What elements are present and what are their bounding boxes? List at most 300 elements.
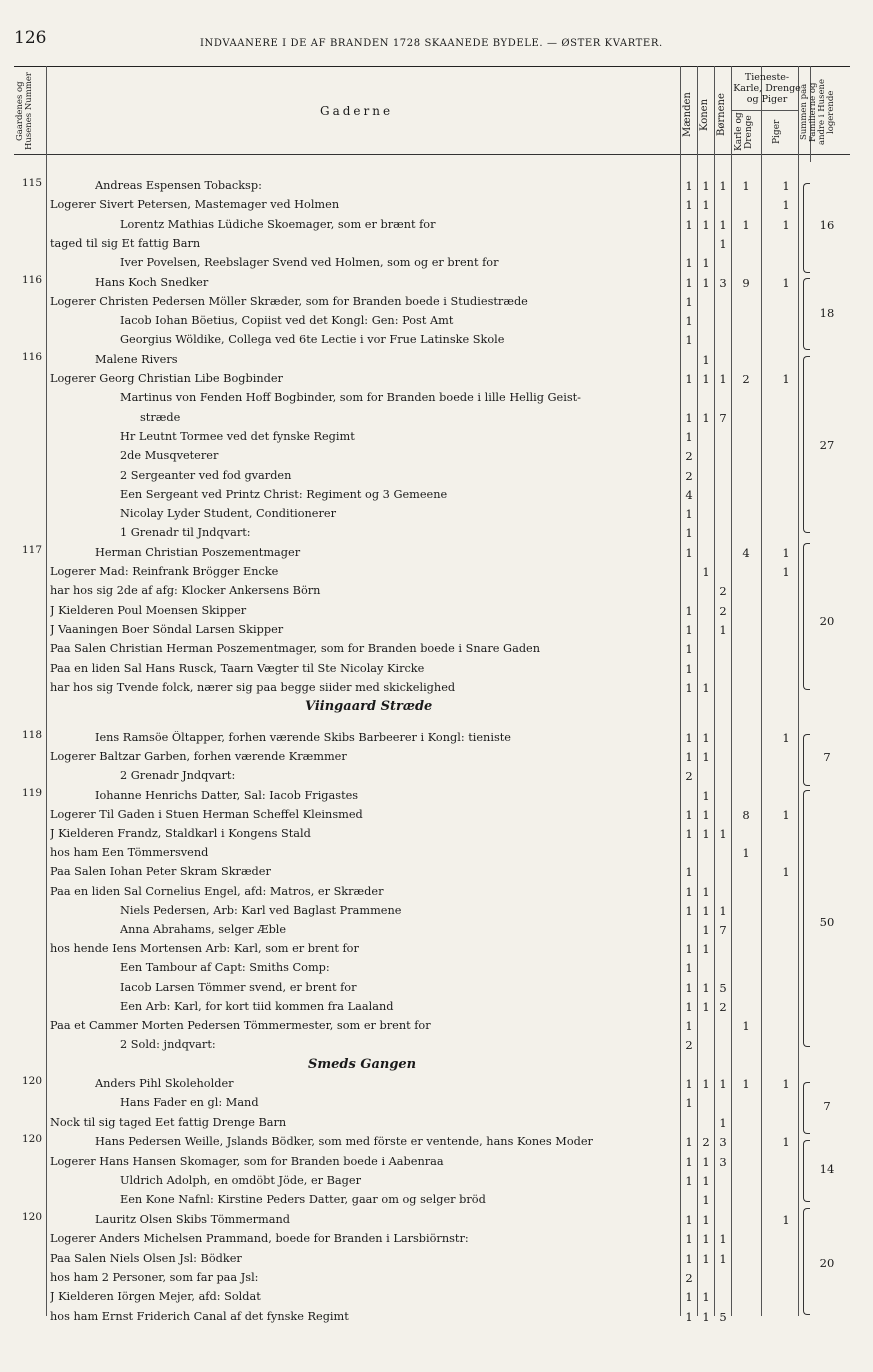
register-row bbox=[0, 846, 873, 865]
resident-entry: hos hende Iens Mortensen Arb: Karl, som er brent for bbox=[50, 942, 359, 956]
leader-dots bbox=[440, 218, 678, 231]
count-k: 1 bbox=[702, 942, 710, 957]
count-k: 1 bbox=[702, 1154, 710, 1169]
count-m: 1 bbox=[685, 526, 693, 541]
count-p: 1 bbox=[782, 1077, 790, 1091]
register-row bbox=[0, 1252, 873, 1271]
resident-entry: Hans Pedersen Weille, Jslands Bödker, som med förste er ventende, hans Kones Moder bbox=[95, 1135, 593, 1149]
house-number: 116 bbox=[21, 273, 42, 286]
register-row bbox=[0, 827, 873, 846]
count-m: 1 bbox=[685, 1251, 693, 1266]
count-k: 1 bbox=[702, 903, 710, 918]
count-k: 1 bbox=[702, 410, 710, 425]
count-k: 2 bbox=[702, 1135, 710, 1150]
count-kd: 1 bbox=[742, 217, 750, 232]
register-row bbox=[0, 372, 873, 391]
leader-dots bbox=[508, 333, 678, 346]
house-number: 119 bbox=[21, 786, 42, 799]
resident-entry: Een Arb: Karl, for kort tiid kommen fra Laaland bbox=[120, 999, 394, 1013]
count-k: 1 bbox=[702, 372, 710, 386]
count-b: 1 bbox=[719, 1077, 727, 1091]
resident-entry: 2 Sold: jndqvart: bbox=[120, 1038, 216, 1052]
register-row bbox=[0, 256, 873, 275]
count-m: 2 bbox=[685, 449, 693, 464]
leader-dots bbox=[435, 1019, 678, 1032]
count-m: 1 bbox=[685, 622, 693, 637]
column-header-maend: Mænden bbox=[682, 92, 693, 138]
leader-dots bbox=[597, 1135, 678, 1148]
count-p: 1 bbox=[782, 545, 790, 560]
resident-entry: Lauritz Olsen Skibs Tömmermand bbox=[95, 1212, 291, 1226]
leader-dots bbox=[340, 507, 678, 520]
resident-entry: Logerer Baltzar Garben, forhen værende Kræmmer bbox=[50, 750, 347, 764]
register-row bbox=[0, 662, 873, 681]
leader-dots bbox=[246, 1252, 678, 1265]
count-m: 4 bbox=[685, 487, 693, 502]
leader-dots bbox=[287, 623, 678, 636]
count-b: 1 bbox=[719, 903, 727, 918]
count-kd: 1 bbox=[742, 179, 750, 193]
register-row bbox=[0, 1135, 873, 1154]
count-k: 1 bbox=[702, 1232, 710, 1247]
register-row bbox=[0, 507, 873, 526]
register-row bbox=[0, 923, 873, 942]
family-brace bbox=[803, 790, 810, 1047]
resident-entry: Iacob Larsen Tömmer svend, er brent for bbox=[120, 980, 357, 994]
count-b: 7 bbox=[719, 923, 727, 937]
register-row bbox=[0, 218, 873, 237]
resident-entry: hos ham Ernst Friderich Canal af det fynske Regimt bbox=[50, 1309, 349, 1323]
family-total: 18 bbox=[819, 306, 835, 320]
resident-entry: Logerer Hans Hansen Skomager, som for Branden boede i Aabenraa bbox=[50, 1154, 444, 1168]
count-m: 1 bbox=[685, 999, 693, 1014]
register-row bbox=[0, 904, 873, 923]
count-p: 1 bbox=[782, 198, 790, 213]
register-row bbox=[0, 1193, 873, 1212]
count-k: 1 bbox=[702, 1251, 710, 1266]
family-total: 27 bbox=[819, 438, 835, 452]
register-row bbox=[0, 179, 873, 198]
leader-dots bbox=[388, 885, 678, 898]
count-b: 5 bbox=[719, 1309, 727, 1324]
family-total: 14 bbox=[819, 1162, 835, 1176]
register-row bbox=[0, 1271, 873, 1290]
resident-entry: Logerer Anders Michelsen Prammand, boede for Branden i Larsbiörnstr: bbox=[50, 1232, 469, 1246]
count-k: 1 bbox=[702, 1077, 710, 1091]
tjeneste-rule bbox=[731, 110, 798, 111]
house-number: 117 bbox=[21, 543, 42, 556]
leader-dots bbox=[360, 981, 678, 994]
resident-entry: Logerer Sivert Petersen, Mastemager ved Holmen bbox=[50, 198, 340, 212]
register-row bbox=[0, 808, 873, 827]
register-row bbox=[0, 565, 873, 584]
register-row bbox=[0, 314, 873, 333]
count-m: 1 bbox=[685, 680, 693, 695]
register-row bbox=[0, 584, 873, 603]
count-k: 1 bbox=[702, 275, 710, 290]
count-m: 1 bbox=[685, 1290, 693, 1305]
count-k: 1 bbox=[702, 352, 710, 367]
resident-entry: Nock til sig taged Eet fattig Drenge Barn bbox=[50, 1115, 287, 1129]
count-k: 1 bbox=[702, 1174, 710, 1188]
register-row bbox=[0, 1174, 873, 1193]
count-b: 2 bbox=[719, 603, 727, 618]
family-total: 50 bbox=[819, 915, 835, 929]
count-m: 1 bbox=[685, 827, 693, 841]
resident-entry: taged til sig Et fattig Barn bbox=[50, 236, 201, 250]
family-brace bbox=[803, 543, 810, 690]
count-m: 1 bbox=[685, 372, 693, 386]
count-k: 1 bbox=[702, 827, 710, 841]
house-number: 120 bbox=[21, 1075, 42, 1087]
family-brace bbox=[803, 1208, 810, 1315]
count-p: 1 bbox=[782, 217, 790, 232]
count-k: 1 bbox=[702, 884, 710, 899]
resident-entry: Lorentz Mathias Lüdiche Skoemager, som er brænt for bbox=[120, 217, 436, 231]
family-brace bbox=[803, 1082, 810, 1134]
leader-dots bbox=[290, 1116, 678, 1129]
running-header: INDVAANERE I DE AF BRANDEN 1728 SKAANEDE BYDELE. — ØSTER KVARTER. bbox=[200, 38, 663, 49]
resident-entry: har hos sig 2de af afg: Klocker Ankersens Börn bbox=[50, 584, 321, 598]
count-b: 1 bbox=[719, 1115, 727, 1130]
leader-dots bbox=[222, 449, 678, 462]
house-number: 115 bbox=[21, 177, 42, 189]
register-row bbox=[0, 961, 873, 980]
count-m: 1 bbox=[685, 865, 693, 880]
page-number: 126 bbox=[14, 28, 47, 48]
count-p: 1 bbox=[782, 1212, 790, 1227]
count-m: 2 bbox=[685, 769, 693, 784]
leader-dots bbox=[490, 1193, 678, 1206]
house-number: 120 bbox=[21, 1133, 42, 1146]
leader-dots bbox=[184, 411, 678, 424]
count-m: 1 bbox=[685, 1309, 693, 1324]
count-m: 1 bbox=[685, 314, 693, 329]
leader-dots bbox=[448, 1155, 678, 1168]
count-k: 1 bbox=[702, 980, 710, 995]
leader-dots bbox=[290, 923, 678, 936]
resident-entry: Hr Leutnt Tormee ved det fynske Regimt bbox=[120, 429, 355, 443]
count-kd: 4 bbox=[742, 545, 750, 560]
family-total: 20 bbox=[819, 614, 835, 628]
leader-dots bbox=[532, 295, 678, 308]
resident-entry: Anders Pihl Skoleholder bbox=[95, 1077, 234, 1090]
resident-entry: Iohanne Henrichs Datter, Sal: Iacob Frigastes bbox=[95, 788, 359, 802]
count-k: 1 bbox=[702, 731, 710, 745]
resident-entry: J Kielderen Iörgen Mejer, afd: Soldat bbox=[50, 1290, 261, 1304]
count-m: 1 bbox=[685, 217, 693, 232]
leader-dots bbox=[457, 314, 678, 327]
leader-dots bbox=[334, 961, 678, 974]
count-b: 2 bbox=[719, 999, 727, 1014]
count-b: 3 bbox=[719, 275, 727, 290]
leader-dots bbox=[363, 942, 678, 955]
register-row bbox=[0, 731, 873, 750]
resident-entry: J Vaaningen Boer Söndal Larsen Skipper bbox=[50, 622, 284, 636]
column-header-nummer: Gaardenes og Husenes Nummer bbox=[15, 72, 34, 150]
register-row bbox=[0, 295, 873, 314]
resident-entry: Logerer Til Gaden i Stuen Herman Scheffel Kleinsmed bbox=[50, 807, 363, 821]
count-b: 5 bbox=[719, 980, 727, 995]
resident-entry: Niels Pedersen, Arb: Karl ved Baglast Prammene bbox=[120, 903, 402, 917]
count-k: 1 bbox=[702, 923, 710, 937]
count-m: 1 bbox=[685, 275, 693, 290]
header-rule bbox=[14, 66, 850, 67]
register-row bbox=[0, 198, 873, 217]
column-header-gaderne: Gaderne bbox=[320, 104, 394, 118]
leader-dots bbox=[397, 1000, 678, 1013]
register-row bbox=[0, 469, 873, 488]
register-row bbox=[0, 1019, 873, 1038]
house-number: 116 bbox=[21, 350, 42, 363]
register-row bbox=[0, 449, 873, 468]
resident-entry: Paa Salen Niels Olsen Jsl: Bödker bbox=[50, 1251, 242, 1265]
count-m: 1 bbox=[685, 507, 693, 522]
register-row bbox=[0, 391, 873, 410]
leader-dots bbox=[220, 1038, 678, 1051]
count-p: 1 bbox=[782, 731, 790, 745]
house-number: 118 bbox=[21, 729, 42, 741]
family-brace bbox=[803, 183, 810, 273]
leader-dots bbox=[473, 1232, 678, 1245]
leader-dots bbox=[265, 1290, 678, 1303]
resident-entry: Martinus von Fenden Hoff Bogbinder, som for Branden boede i lille Hellig Geist- bbox=[120, 391, 581, 405]
count-m: 2 bbox=[685, 1271, 693, 1285]
section-heading-smeds-gangen: Smeds Gangen bbox=[308, 1057, 417, 1072]
resident-entry: Iacob Iohan Böetius, Copiist ved det Kongl: Gen: Post Amt bbox=[120, 314, 454, 328]
family-total: 7 bbox=[823, 1099, 831, 1113]
resident-entry: Malene Rivers bbox=[95, 352, 178, 366]
leader-dots bbox=[353, 1310, 678, 1323]
resident-entry: Paa Salen Iohan Peter Skram Skræder bbox=[50, 865, 271, 879]
count-p: 1 bbox=[782, 275, 790, 290]
leader-dots bbox=[263, 1096, 678, 1109]
count-p: 1 bbox=[782, 565, 790, 579]
leader-dots bbox=[275, 865, 678, 878]
leader-dots bbox=[304, 546, 678, 559]
register-row bbox=[0, 411, 873, 430]
leader-dots bbox=[367, 808, 678, 821]
resident-entry: Een Tambour af Capt: Smiths Comp: bbox=[120, 961, 330, 975]
register-row bbox=[0, 333, 873, 352]
count-k: 1 bbox=[702, 179, 710, 193]
count-m: 1 bbox=[685, 198, 693, 213]
leader-dots bbox=[362, 789, 678, 802]
resident-entry: hos ham 2 Personer, som far paa Jsl: bbox=[50, 1271, 259, 1284]
column-header-summen: Summen paa Familierne og andre i Husene logerende bbox=[799, 79, 836, 145]
family-brace bbox=[803, 734, 810, 786]
count-m: 1 bbox=[685, 1174, 693, 1188]
count-b: 1 bbox=[719, 1232, 727, 1247]
register-row bbox=[0, 1310, 873, 1329]
count-m: 1 bbox=[685, 179, 693, 193]
count-k: 1 bbox=[702, 565, 710, 579]
register-row bbox=[0, 885, 873, 904]
count-m: 1 bbox=[685, 603, 693, 618]
count-m: 1 bbox=[685, 807, 693, 822]
register-row bbox=[0, 430, 873, 449]
resident-entry: Logerer Mad: Reinfrank Brögger Encke bbox=[50, 565, 279, 578]
count-m: 1 bbox=[685, 942, 693, 957]
leader-dots bbox=[343, 198, 678, 211]
column-header-koner: Konen bbox=[699, 98, 710, 132]
count-k: 1 bbox=[702, 999, 710, 1014]
count-m: 1 bbox=[685, 545, 693, 560]
count-kd: 9 bbox=[742, 275, 750, 290]
resident-entry: J Kielderen Frandz, Staldkarl i Kongens Stald bbox=[50, 827, 311, 840]
count-b: 7 bbox=[719, 410, 727, 425]
count-m: 1 bbox=[685, 1135, 693, 1150]
resident-entry: Paa et Cammer Morten Pedersen Tömmermester, som er brent for bbox=[50, 1019, 431, 1032]
count-b: 1 bbox=[719, 827, 727, 841]
register-row bbox=[0, 273, 873, 295]
leader-dots bbox=[266, 179, 678, 192]
count-m: 1 bbox=[685, 1096, 693, 1111]
register-row bbox=[0, 526, 873, 545]
register-row bbox=[0, 786, 873, 808]
count-k: 1 bbox=[702, 1309, 710, 1324]
resident-entry: Paa Salen Christian Herman Poszementmager, som for Branden boede i Snare Gaden bbox=[50, 642, 541, 656]
register-row bbox=[0, 543, 873, 565]
leader-dots bbox=[295, 469, 678, 482]
count-k: 1 bbox=[702, 1290, 710, 1305]
resident-entry: Uldrich Adolph, en omdöbt Jöde, er Bager bbox=[120, 1174, 361, 1187]
leader-dots bbox=[182, 353, 678, 366]
count-m: 1 bbox=[685, 1077, 693, 1091]
resident-entry: har hos sig Tvende folck, nærer sig paa begge siider med skickelighed bbox=[50, 680, 456, 694]
count-m: 1 bbox=[685, 333, 693, 348]
leader-dots bbox=[428, 662, 678, 675]
family-total: 16 bbox=[819, 218, 835, 232]
count-m: 1 bbox=[685, 410, 693, 425]
leader-dots bbox=[502, 256, 678, 269]
resident-entry: hos ham Een Tömmersvend bbox=[50, 846, 209, 860]
header-bottom-rule bbox=[14, 154, 850, 155]
count-b: 3 bbox=[719, 1135, 727, 1150]
leader-dots bbox=[212, 846, 678, 859]
register-row bbox=[0, 942, 873, 961]
resident-entry: Iver Povelsen, Reebslager Svend ved Holmen, som og er brent for bbox=[120, 256, 499, 270]
leader-dots bbox=[324, 584, 678, 597]
column-header-karle: Karle og Drenge bbox=[734, 112, 754, 152]
count-m: 1 bbox=[685, 1232, 693, 1247]
register-row bbox=[0, 1232, 873, 1251]
register-row bbox=[0, 488, 873, 507]
register-row bbox=[0, 1000, 873, 1019]
count-b: 1 bbox=[719, 179, 727, 193]
count-b: 1 bbox=[719, 217, 727, 232]
resident-entry: Nicolay Lyder Student, Conditionerer bbox=[120, 507, 336, 521]
resident-entry: 1 Grenadr til Jndqvart: bbox=[120, 526, 251, 540]
count-b: 1 bbox=[719, 622, 727, 637]
register-row bbox=[0, 1210, 873, 1232]
register-row bbox=[0, 1116, 873, 1135]
leader-dots bbox=[351, 750, 678, 763]
leader-dots bbox=[263, 1271, 678, 1284]
count-p: 1 bbox=[782, 1135, 790, 1150]
count-m: 1 bbox=[685, 961, 693, 976]
register-row bbox=[0, 750, 873, 769]
count-m: 1 bbox=[685, 661, 693, 676]
resident-entry: Een Kone Nafnl: Kirstine Peders Datter, gaar om og selger bröd bbox=[120, 1193, 486, 1207]
family-brace bbox=[803, 278, 810, 350]
register-row bbox=[0, 350, 873, 372]
count-b: 3 bbox=[719, 1154, 727, 1169]
count-m: 1 bbox=[685, 642, 693, 657]
register-row bbox=[0, 642, 873, 661]
leader-dots bbox=[255, 526, 678, 539]
count-m: 1 bbox=[685, 731, 693, 745]
count-k: 1 bbox=[702, 750, 710, 765]
register-row bbox=[0, 865, 873, 884]
count-k: 1 bbox=[702, 217, 710, 232]
leader-dots bbox=[365, 1174, 678, 1187]
register-row bbox=[0, 237, 873, 256]
count-k: 1 bbox=[702, 1193, 710, 1208]
resident-entry: J Kielderen Poul Moensen Skipper bbox=[50, 603, 247, 617]
count-p: 1 bbox=[782, 179, 790, 193]
resident-entry: Hans Fader en gl: Mand bbox=[120, 1096, 259, 1110]
count-m: 2 bbox=[685, 1038, 693, 1053]
count-m: 1 bbox=[685, 294, 693, 309]
resident-entry: stræde bbox=[140, 410, 181, 424]
count-m: 1 bbox=[685, 1019, 693, 1033]
register-row bbox=[0, 681, 873, 700]
resident-entry: 2 Grenadr Jndqvart: bbox=[120, 769, 236, 783]
count-m: 1 bbox=[685, 429, 693, 444]
register-row bbox=[0, 1155, 873, 1174]
leader-dots bbox=[451, 488, 678, 501]
count-p: 1 bbox=[782, 865, 790, 880]
resident-entry: Georgius Wöldike, Collega ved 6te Lectie i vor Frue Latinske Skole bbox=[120, 333, 505, 347]
count-m: 2 bbox=[685, 468, 693, 483]
family-total: 20 bbox=[819, 1256, 835, 1270]
register-row bbox=[0, 604, 873, 623]
resident-entry: 2de Musqveterer bbox=[120, 449, 219, 463]
count-m: 1 bbox=[685, 884, 693, 899]
resident-entry: Een Sergeant ved Printz Christ: Regiment og 3 Gemeene bbox=[120, 487, 448, 501]
resident-entry: Hans Koch Snedker bbox=[95, 275, 209, 289]
count-k: 1 bbox=[702, 788, 710, 803]
register-row bbox=[0, 1077, 873, 1096]
resident-entry: Iens Ramsöe Öltapper, forhen værende Skibs Barbeerer i Kongl: tieniste bbox=[95, 731, 511, 744]
count-b: 1 bbox=[719, 236, 727, 251]
resident-entry: Paa en liden Sal Hans Rusck, Taarn Vægter til Ste Nicolay Kircke bbox=[50, 661, 425, 675]
register-row bbox=[0, 1290, 873, 1309]
family-total: 7 bbox=[823, 750, 831, 764]
resident-entry: 2 Sergeanter ved fod gvarden bbox=[120, 468, 292, 482]
count-kd: 1 bbox=[742, 1019, 750, 1033]
leader-dots bbox=[544, 642, 678, 655]
resident-entry: Anna Abrahams, selger Æble bbox=[120, 923, 287, 936]
family-brace bbox=[803, 356, 810, 533]
count-m: 1 bbox=[685, 980, 693, 995]
count-b: 2 bbox=[719, 584, 727, 599]
resident-entry: Paa en liden Sal Cornelius Engel, afd: Matros, er Skræder bbox=[50, 884, 384, 898]
count-b: 1 bbox=[719, 372, 727, 386]
column-header-piger: Piger bbox=[772, 119, 782, 145]
register-row bbox=[0, 1096, 873, 1115]
register-row bbox=[0, 623, 873, 642]
count-m: 1 bbox=[685, 1154, 693, 1169]
count-m: 1 bbox=[685, 903, 693, 918]
count-k: 1 bbox=[702, 256, 710, 271]
count-kd: 2 bbox=[742, 372, 750, 386]
leader-dots bbox=[287, 372, 678, 385]
house-number: 120 bbox=[21, 1210, 42, 1223]
leader-dots bbox=[294, 1213, 678, 1226]
count-p: 1 bbox=[782, 372, 790, 386]
